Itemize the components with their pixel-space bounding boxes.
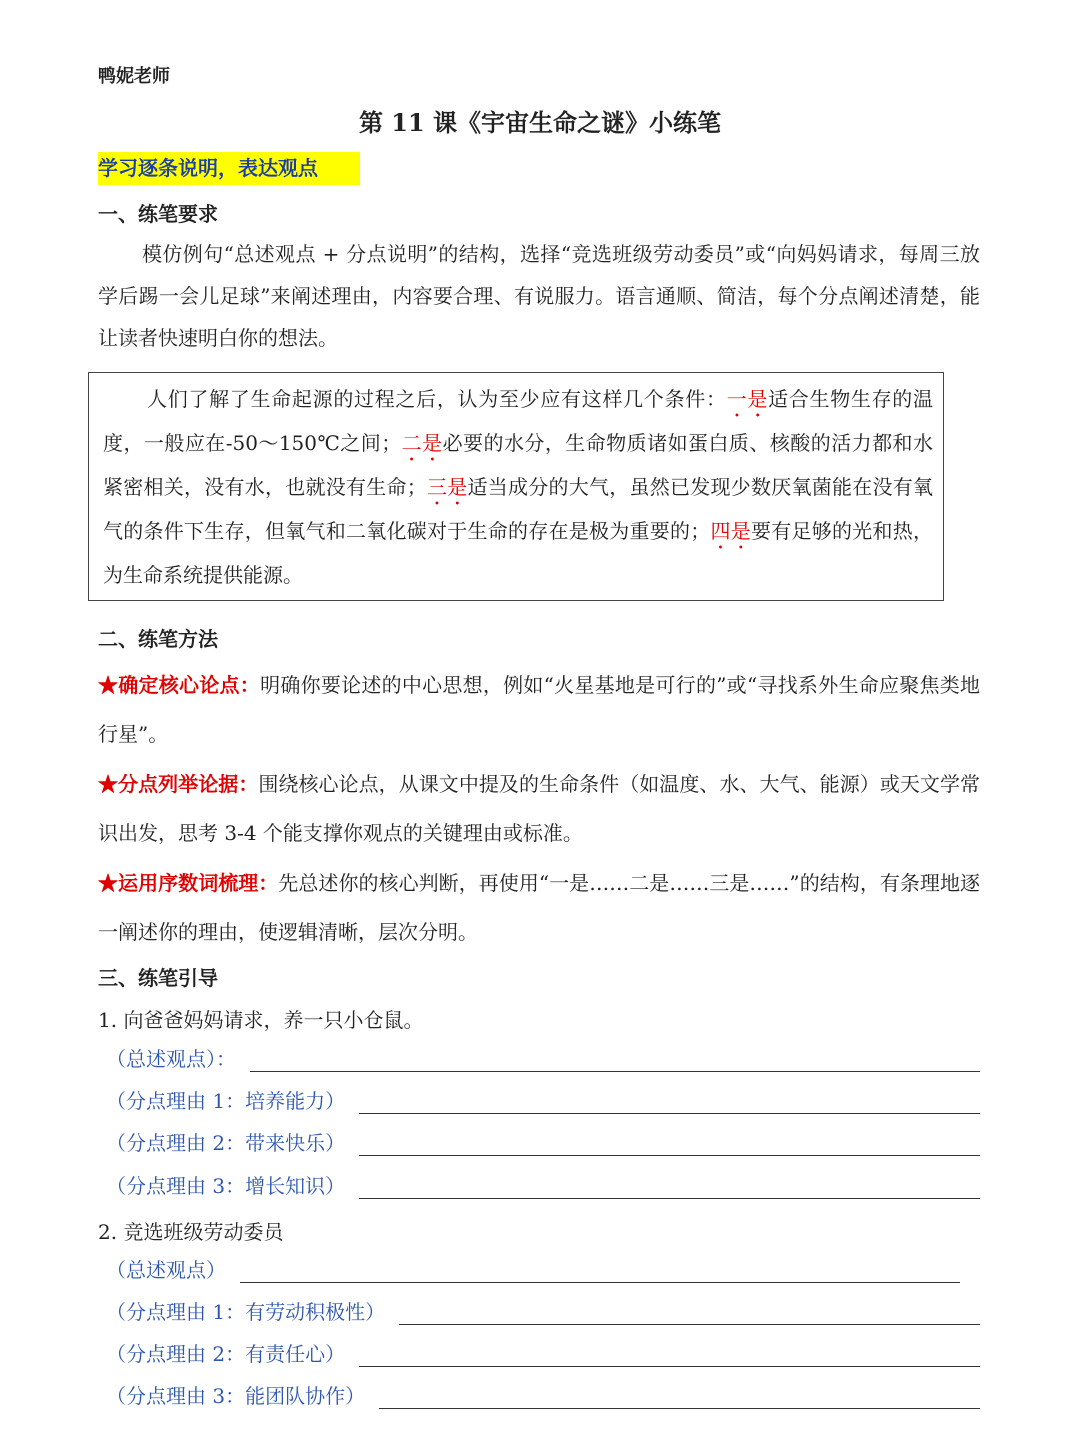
section2-heading: 二、练笔方法 <box>98 627 218 651</box>
task1-reason1-row <box>98 1084 980 1114</box>
field-label: （分点理由 1：培养能力） <box>106 1089 346 1113</box>
method-item <box>98 661 980 759</box>
method-text: 围绕核心论点，从课文中提及的生命条件（如温度、水、大气、能源）或天文学常识出发，思考 3-4 个能支撑你观点的关键理由或标准。 <box>98 772 981 845</box>
section1-heading: 一、练笔要求 <box>98 202 218 226</box>
answer-line[interactable] <box>359 1346 980 1367</box>
field-label: （分点理由 1：有劳动积极性） <box>106 1300 386 1324</box>
answer-line[interactable] <box>399 1304 980 1325</box>
answer-line[interactable] <box>240 1262 960 1283</box>
example-box <box>88 372 944 601</box>
task1-reason2-row <box>98 1126 980 1156</box>
task1-summary-row <box>98 1042 980 1072</box>
ordinal-marker: 四是 <box>710 519 751 543</box>
example-text: 要有足够的光和热，为生命系统提供能源。 <box>103 519 933 587</box>
page-title: 第 11 课《宇宙生命之谜》小练笔 <box>358 108 722 137</box>
ordinal-marker: 三是 <box>426 475 468 499</box>
example-text: 人们了解了生命起源的过程之后，认为至少应有这样几个条件： <box>147 387 727 411</box>
method-label: ★运用序数词梳理： <box>98 871 279 895</box>
highlighted-subtitle: 学习逐条说明，表达观点 <box>98 152 360 185</box>
answer-line[interactable] <box>250 1051 980 1072</box>
field-label: （分点理由 2：有责任心） <box>106 1342 346 1366</box>
ordinal-marker: 一是 <box>726 387 769 411</box>
method-label: ★分点列举论据： <box>98 772 259 796</box>
example-text: 必要的水分，生命物质诸如蛋白质、核酸的活力都和水紧密相关，没有水，也就没有生命； <box>103 431 934 499</box>
author-name: 鸭妮老师 <box>98 66 170 87</box>
method-text: 明确你要论述的中心思想，例如“火星基地是可行的”或“寻找系外生命应聚焦类地行星”。 <box>98 673 980 746</box>
field-label: （分点理由 3：增长知识） <box>106 1174 346 1198</box>
example-text: 适合生物生存的温度，一般应在-50～150℃之间； <box>103 387 934 455</box>
answer-line[interactable] <box>359 1093 980 1114</box>
task2-reason1-row <box>98 1295 980 1325</box>
example-text: 适当成分的大气，虽然已发现少数厌氧菌能在没有氧气的条件下生存，但氧气和二氧化碳对于生命的存在是极为重要的； <box>103 475 933 543</box>
method-item <box>98 859 980 957</box>
field-label: （分点理由 3：能团队协作） <box>106 1384 366 1408</box>
task2-reason3-row <box>98 1379 980 1409</box>
field-label: （总述观点） <box>106 1258 226 1282</box>
task1-reason3-row <box>98 1169 980 1199</box>
method-label: ★确定核心论点： <box>98 673 261 697</box>
section3-heading: 三、练笔引导 <box>98 966 218 990</box>
answer-line[interactable] <box>379 1388 980 1409</box>
task2-summary-row <box>98 1253 960 1283</box>
ordinal-marker: 二是 <box>401 431 443 455</box>
field-label: （分点理由 2：带来快乐） <box>106 1131 346 1155</box>
answer-line[interactable] <box>359 1178 980 1199</box>
task2-reason2-row <box>98 1337 980 1367</box>
task1-prompt: 1. 向爸爸妈妈请求，养一只小仓鼠。 <box>98 1008 424 1032</box>
answer-line[interactable] <box>359 1135 980 1156</box>
method-item <box>98 760 980 858</box>
field-label: （总述观点）： <box>106 1047 236 1071</box>
method-text: 先总述你的核心判断，再使用“一是……二是……三是……”的结构，有条理地逐一阐述你的理由，使逻辑清晰，层次分明。 <box>98 871 981 944</box>
section1-paragraph: 模仿例句“总述观点 + 分点说明”的结构，选择“竞选班级劳动委员”或“向妈妈请求，每周三放学后踢一会儿足球”来阐述理由，内容要合理、有说服力。语言通顺、简洁，每个分点阐述清楚，能让读者快速明白你的想法。 <box>98 242 980 350</box>
task2-prompt: 2. 竞选班级劳动委员 <box>98 1220 284 1244</box>
